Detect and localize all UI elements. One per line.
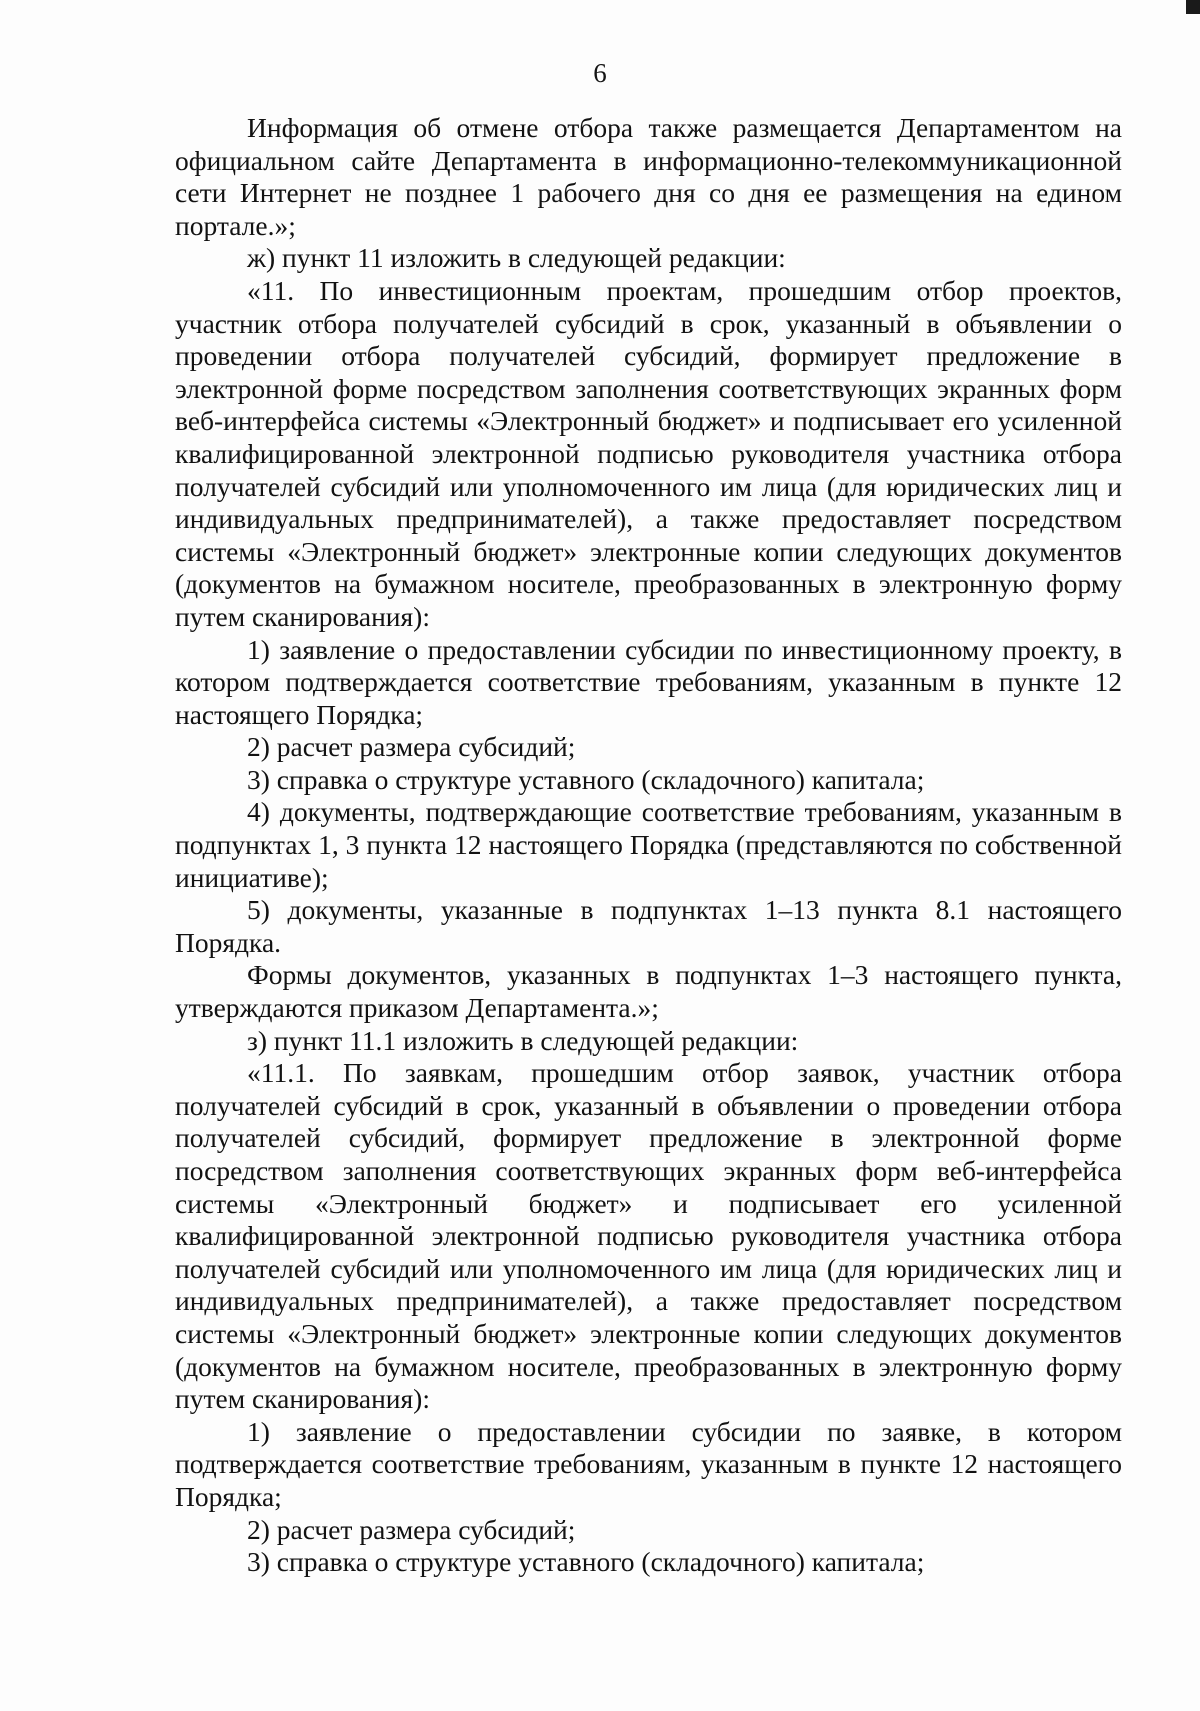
scan-edge-mark — [1186, 0, 1200, 14]
document-body — [175, 112, 1122, 1579]
paragraph-clause-11-1-sub-2: 2) расчет размера субсидий; — [247, 1513, 576, 1545]
paragraph-clause-11-sub-4: 4) документы, подтверждающие соответствие требованиям, указанным в подпунктах 1, 3 пункта 12 настоящего Порядка (представляются по собственной инициативе); — [175, 796, 1122, 893]
paragraph-clause-11-1-sub-1: 1) заявление о предоставлении субсидии по заявке, в котором подтверждается соответствие требованиям, указанным в пункте 12 настоящего Порядка; — [175, 1415, 1122, 1512]
paragraph-clause-11-1: «11.1. По заявкам, прошедшим отбор заявок, участник отбора получателей субсидий в срок, указанный в объявлении о проведении отбора получателей субсидий, формирует предложение в электронной форме посредством заполнения соответствующих экранных форм веб-интерфейса системы «Электронный бюджет» и подписывает его усиленной квалифицированной электронной подписью руководителя участника отбора получателей субсидий или уполномоченного им лица (для юридических лиц и индивидуальных предпринимателей), а также предоставляет посредством системы «Электронный бюджет» электронные копии следующих документов (документов на бумажном носителе, преобразованных в электронную форму путем сканирования): — [175, 1057, 1122, 1415]
paragraph-forms-approval: Формы документов, указанных в подпунктах 1–3 настоящего пункта, утверждаются приказом Департамента.»; — [175, 959, 1122, 1024]
paragraph-clause-11-sub-1: 1) заявление о предоставлении субсидии по инвестиционному проекту, в котором подтверждается соответствие требованиям, указанным в пункте 12 настоящего Порядка; — [175, 633, 1122, 730]
paragraph-clause-11: «11. По инвестиционным проектам, прошедшим отбор проектов, участник отбора получателей субсидий в срок, указанный в объявлении о проведении отбора получателей субсидий, формирует предложение в электронной форме посредством заполнения соответствующих экранных форм веб-интерфейса системы «Электронный бюджет» и подписывает его усиленной квалифицированной электронной подписью руководителя участника отбора получателей субсидий или уполномоченного им лица (для юридических лиц и индивидуальных предпринимателей), а также предоставляет посредством системы «Электронный бюджет» электронные копии следующих документов (документов на бумажном носителе, преобразованных в электронную форму путем сканирования): — [175, 274, 1122, 632]
paragraph-clause-11-1-sub-3: 3) справка о структуре уставного (складочного) капитала; — [247, 1546, 925, 1578]
paragraph-cancellation-info: Информация об отмене отбора также размещается Департаментом на официальном сайте Департамента в информационно-телекоммуникационной сети Интернет не позднее 1 рабочего дня со дня ее размещения на едином портале.»; — [175, 112, 1122, 241]
paragraph-clause-11-sub-3: 3) справка о структуре уставного (складочного) капитала; — [247, 763, 925, 795]
paragraph-clause-11-sub-2: 2) расчет размера субсидий; — [247, 731, 576, 763]
paragraph-item-zh: ж) пункт 11 изложить в следующей редакции: — [247, 242, 786, 274]
paragraph-item-z: з) пункт 11.1 изложить в следующей редакции: — [247, 1024, 799, 1056]
paragraph-clause-11-sub-5: 5) документы, указанные в подпунктах 1–13 пункта 8.1 настоящего Порядка. — [175, 894, 1122, 958]
page-number: 6 — [593, 58, 607, 88]
